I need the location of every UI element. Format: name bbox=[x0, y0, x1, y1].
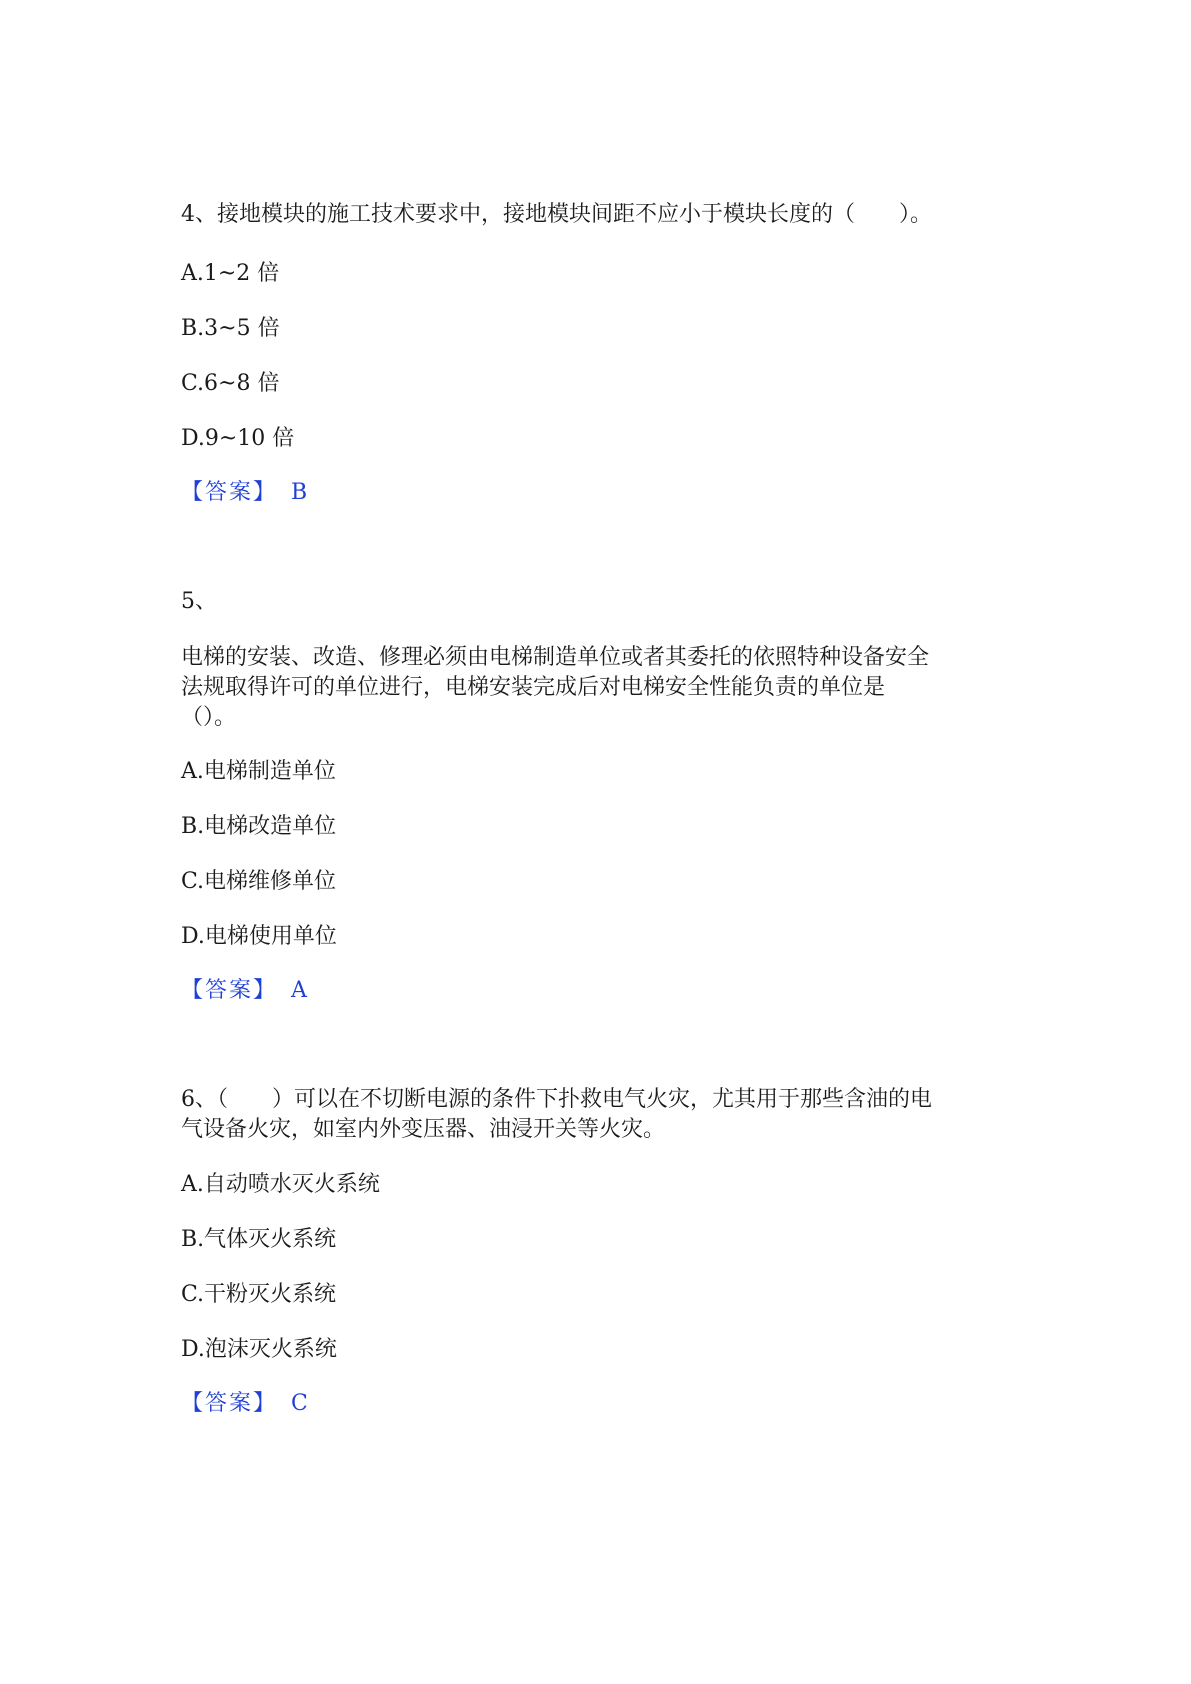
question-6-option-c: C.干粉灭火系统 bbox=[181, 1282, 337, 1307]
question-6-option-a: A.自动喷水灭火系统 bbox=[181, 1172, 380, 1197]
question-5-option-c: C.电梯维修单位 bbox=[181, 869, 337, 894]
answer-label: 【答案】 bbox=[181, 978, 278, 1003]
question-4-option-c: C.6~8 倍 bbox=[181, 371, 280, 396]
question-6-stem-line-1: 6、（ ）可以在不切断电源的条件下扑救电气火灾，尤其用于那些含油的电 bbox=[181, 1087, 932, 1112]
question-5-option-a: A.电梯制造单位 bbox=[181, 759, 336, 784]
question-5-stem-line-1: 电梯的安装、改造、修理必须由电梯制造单位或者其委托的依照特种设备安全 bbox=[181, 645, 930, 670]
question-4-answer bbox=[181, 477, 307, 509]
answer-label: 【答案】 bbox=[181, 1391, 278, 1416]
question-5-option-d: D.电梯使用单位 bbox=[181, 924, 337, 949]
question-4-option-a: A.1~2 倍 bbox=[181, 261, 280, 286]
answer-value: A bbox=[291, 978, 307, 1003]
answer-value: B bbox=[291, 480, 308, 505]
question-6-option-b: B.气体灭火系统 bbox=[181, 1227, 337, 1252]
question-5-stem-line-2: 法规取得许可的单位进行，电梯安装完成后对电梯安全性能负责的单位是 bbox=[181, 675, 886, 700]
question-5-answer bbox=[181, 975, 307, 1007]
answer-value: C bbox=[291, 1391, 308, 1416]
question-4-stem: 4、接地模块的施工技术要求中，接地模块间距不应小于模块长度的（ ）。 bbox=[181, 202, 932, 227]
question-4-option-b: B.3~5 倍 bbox=[181, 316, 280, 341]
question-5-option-b: B.电梯改造单位 bbox=[181, 814, 337, 839]
answer-label: 【答案】 bbox=[181, 480, 278, 505]
question-5-stem-line-3: （）。 bbox=[181, 705, 237, 730]
question-6-stem-line-2: 气设备火灾，如室内外变压器、油浸开关等火灾。 bbox=[181, 1117, 666, 1142]
question-5-number: 5、 bbox=[181, 589, 217, 614]
question-4-option-d: D.9~10 倍 bbox=[181, 426, 295, 451]
question-6-option-d: D.泡沫灭火系统 bbox=[181, 1337, 337, 1362]
question-6-answer bbox=[181, 1388, 308, 1420]
